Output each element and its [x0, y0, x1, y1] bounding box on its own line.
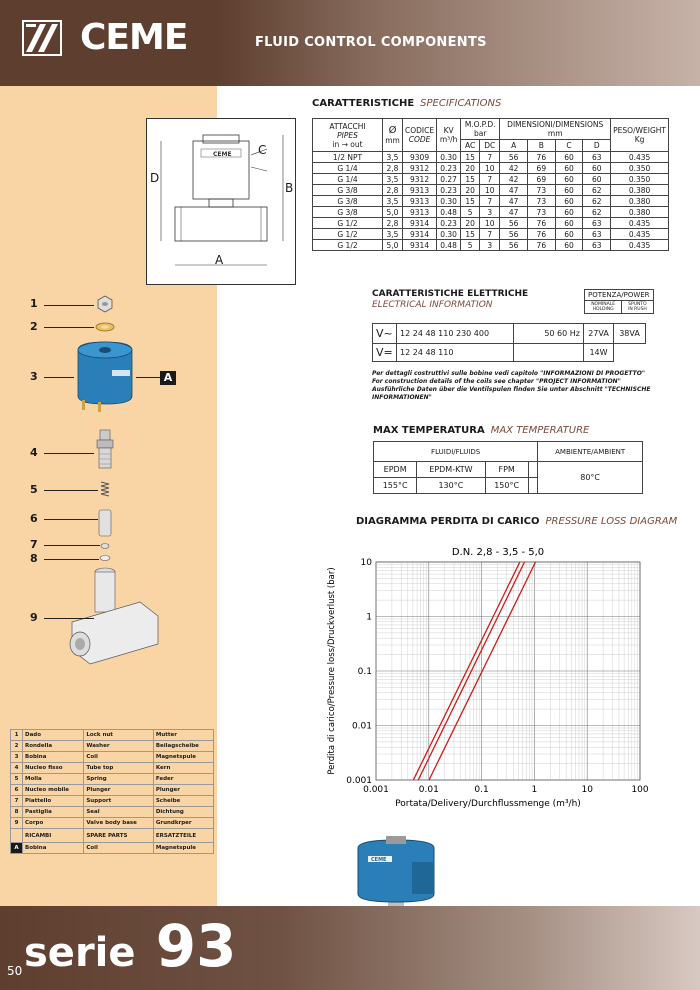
callout-9: 9	[30, 611, 38, 624]
y-tick-label: 10	[360, 558, 372, 568]
page-header	[0, 0, 700, 86]
y-tick-label: 0.01	[351, 721, 372, 732]
coil-part	[78, 342, 132, 412]
spec-row: G 1/2 5,0 9314 0.48 5 3 56 76 60 63 0.435	[313, 240, 669, 251]
ceme-logo-mark-icon	[22, 20, 62, 56]
parts-row: 2 Rondella Washer Beilagscheibe	[11, 741, 214, 752]
seal-part	[100, 556, 110, 561]
callout-4: 4	[30, 446, 38, 459]
chart-title: D.N. 2,8 - 3,5 - 5,0	[451, 547, 545, 558]
callout-1: 1	[30, 297, 38, 310]
y-tick-label: 1	[366, 612, 372, 623]
spec-row: G 3/8 3,5 9313 0.30 15 7 47 73 60 62 0.380	[313, 196, 669, 207]
page-number: 50	[7, 964, 23, 978]
tube-top-part	[97, 430, 113, 468]
electrical-subtitle: ELECTRICAL INFORMATION	[372, 300, 493, 310]
y-tick-label: 0.001	[346, 776, 372, 786]
ceme-logo	[22, 17, 190, 60]
specifications-table: ATTACCHI PIPES in → out Ø mm CODICE CODE KV m³/h M.O.P.D. bar DIMENSIONI/DIMENSIONS mm PESO/WEIGHT Kg AC DC A B C D 1/2 NPT 3,5 9309 0.30 15 7 56 76 60 63 0.435 G 1/4 2,8 9312 0.23 20 10 42 69 60 60 0.350 G 1/4 3,5 9312 0.27 15 7 42 69 60 60 0.350 G 3/8 2,8 9313 0.23 20 10 47 73 60 62 0.380 G 3/8 3,5 9313 0.30 15 7 47 73 60 62 0.380 G 3/8 5,0 9313 0.48 5 3 47 73 60 62 0.380 G 1/2 2,8 9314 0.23 20 10 56 76 60 63 0.435 G 1/2 3,5 9314 0.30 15 7 56 76 60 63 0.435 G 1/2 5,0 9314 0.48 5 3 56 76 60 63 0.435	[312, 118, 669, 251]
parts-row: 4 Nucleo fisso Tube top Kern	[11, 763, 214, 774]
parts-row: 6 Nucleo mobile Plunger Plunger	[11, 785, 214, 796]
x-axis-label: Portata/Delivery/Durchflussmenge (m³/h)	[395, 799, 581, 809]
header-title: FLUID CONTROL COMPONENTS	[255, 35, 487, 50]
x-tick-label: 100	[631, 785, 649, 795]
x-tick-label: 0.01	[418, 785, 439, 795]
dim-label-b: B	[285, 181, 294, 195]
dim-label-a: A	[215, 253, 224, 267]
callout-6: 6	[30, 512, 38, 525]
spec-row: G 1/4 3,5 9312 0.27 15 7 42 69 60 60 0.350	[313, 174, 669, 185]
y-axis-label: Perdita di carico/Pressure loss/Druckverlust (bar)	[327, 567, 337, 775]
x-tick-label: 0.001	[363, 785, 389, 795]
dim-label-c: C	[258, 143, 267, 157]
electrical-table: V~ 12 24 48 110 230 400 50 60 Hz 27VA 38VA V= 12 24 48 110 14W	[372, 323, 646, 362]
temperature-table: FLUIDI/FLUIDS AMBIENTE/AMBIENT EPDM EPDM-KTW FPM 80°C 155°C 130°C 150°C	[373, 441, 643, 494]
electrical-title: CARATTERISTICHE ELETTRICHE	[372, 289, 529, 299]
page-footer	[0, 906, 700, 990]
parts-row: 1 Dado Lock nut Mutter	[11, 730, 214, 741]
coil-notes: Per dettagli costruttivi sulle bobine vedi capitolo "INFORMAZIONI DI PROGETTO" For construction details of the coils see chapter "PROJECT INFORMATION" Ausführliche Daten über die Ventilspulen finden Sie unter Abschnitt "TECHNISCHE INFORMATIONEN"	[372, 370, 651, 401]
drawing-brand: CEME	[213, 151, 232, 158]
parts-row: 3 Bobina Coil Magnetspule	[11, 752, 214, 763]
spec-title: CARATTERISTICHE SPECIFICATIONS	[312, 98, 502, 109]
spring-part	[101, 482, 109, 496]
callout-3: 3	[30, 370, 38, 383]
parts-row: 5 Molla Spring Feder	[11, 774, 214, 785]
dimension-drawing	[146, 118, 296, 285]
spare-parts-table	[10, 729, 214, 854]
exploded-view	[60, 292, 220, 692]
callout-2: 2	[30, 320, 38, 333]
spec-row: 1/2 NPT 3,5 9309 0.30 15 7 56 76 60 63 0.435	[313, 152, 669, 163]
parts-row: A Bobina Coil Magnetspule	[11, 843, 214, 854]
spec-row: G 1/2 2,8 9314 0.23 20 10 56 76 60 63 0.435	[313, 218, 669, 229]
callout-a-badge: A	[160, 371, 176, 385]
brand-name: CEME	[80, 17, 188, 58]
x-tick-label: 1	[531, 785, 538, 795]
temp-title: MAX TEMPERATURA MAX TEMPERATURE	[373, 425, 590, 436]
support-part	[101, 544, 109, 549]
photo-brand: CEME	[371, 857, 387, 863]
pressure-loss-chart	[320, 536, 660, 816]
plunger-part	[99, 510, 111, 536]
parts-row: 8 Pastiglia Seal Dichtung	[11, 807, 214, 818]
parts-row: 7 Piattello Support Scheibe	[11, 796, 214, 807]
callout-8: 8	[30, 552, 38, 565]
spec-row: G 3/8 2,8 9313 0.23 20 10 47 73 60 62 0.380	[313, 185, 669, 196]
y-tick-label: 0.1	[357, 667, 372, 677]
x-tick-label: 10	[581, 785, 593, 795]
series-name: serie 93	[24, 912, 237, 980]
spec-row: G 1/2 3,5 9314 0.30 15 7 56 76 60 63 0.435	[313, 229, 669, 240]
callout-5: 5	[30, 483, 38, 496]
callout-7: 7	[30, 538, 38, 551]
x-tick-label: 0.1	[474, 785, 489, 795]
spec-row: G 1/4 2,8 9312 0.23 20 10 42 69 60 60 0.350	[313, 163, 669, 174]
spec-row: G 3/8 5,0 9313 0.48 5 3 47 73 60 62 0.380	[313, 207, 669, 218]
valve-body-part	[70, 568, 158, 664]
parts-row: RICAMBI SPARE PARTS ERSATZTEILE	[11, 829, 214, 843]
parts-row: 9 Corpo Valve body base Grundkrper	[11, 818, 214, 829]
diagram-title: DIAGRAMMA PERDITA DI CARICO PRESSURE LOSS DIAGRAM	[356, 516, 678, 527]
dim-label-d: D	[150, 171, 160, 185]
power-header: POTENZA/POWER NOMINALE HOLDING SPUNTO IN RUSH	[584, 289, 654, 314]
